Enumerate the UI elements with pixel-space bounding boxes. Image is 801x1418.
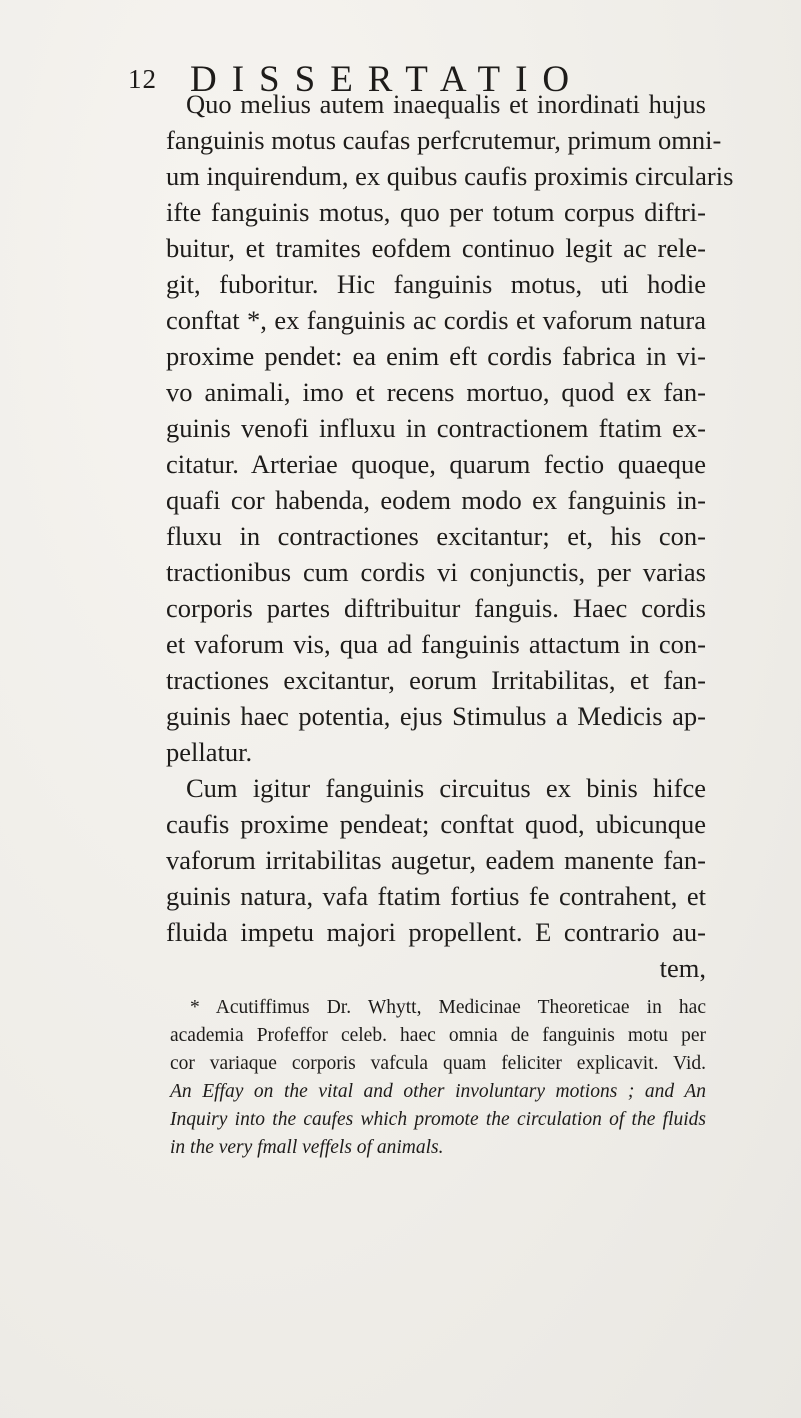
text-line: vo animali, imo et recens mortuo, quod ex fan-: [166, 377, 706, 407]
body-text: [166, 86, 734, 986]
running-title: DISSERTATIO: [190, 59, 585, 100]
text-line: vaforum irritabilitas augetur, eadem manente fan-: [166, 845, 706, 875]
text-line: Cum igitur fanguinis circuitus ex binis hifce: [186, 773, 706, 803]
catchword: tem,: [659, 953, 706, 983]
footnote-line: Inquiry into the caufes which promote the circulation of the fluids: [170, 1109, 706, 1130]
text-line: fanguinis motus caufas perfcrutemur, primum omni-: [166, 125, 722, 155]
footnote: [170, 994, 706, 1162]
text-line: Quo melius autem inaequalis et inordinati hujus: [186, 89, 706, 119]
text-line: et vaforum vis, qua ad fanguinis attactum in con-: [166, 629, 706, 659]
text-line: um inquirendum, ex quibus caufis proximis circularis: [166, 161, 734, 191]
text-line: fluida impetu majori propellent. E contrario au-: [166, 917, 706, 947]
text-line: tractiones excitantur, eorum Irritabilitas, et fan-: [166, 665, 706, 695]
text-line: buitur, et tramites eofdem continuo legit ac rele-: [166, 233, 706, 263]
text-line: proxime pendet: ea enim eft cordis fabrica in vi-: [166, 341, 706, 371]
text-line: quafi cor habenda, eodem modo ex fanguinis in-: [166, 485, 706, 515]
text-line: guinis haec potentia, ejus Stimulus a Medicis ap-: [166, 701, 706, 731]
footnote-line: An Effay on the vital and other involuntary motions ; and An: [170, 1081, 706, 1102]
text-line: corporis partes diftribuitur fanguis. Haec cordis: [166, 593, 706, 623]
text-line: conftat *, ex fanguinis ac cordis et vaforum natura: [166, 305, 706, 335]
text-line: guinis natura, vafa ftatim fortius fe contrahent, et: [166, 881, 706, 911]
text-line: git, fuboritur. Hic fanguinis motus, uti hodie: [166, 269, 706, 299]
footnote-line: in the very fmall veffels of animals.: [170, 1137, 444, 1158]
text-line: citatur. Arteriae quoque, quarum fectio quaeque: [166, 449, 706, 479]
footnote-line: academia Profeffor celeb. haec omnia de fanguinis motu per: [170, 1025, 706, 1046]
text-line: pellatur.: [166, 737, 253, 767]
text-line: ifte fanguinis motus, quo per totum corpus diftri-: [166, 197, 706, 227]
page-number: 12: [128, 64, 157, 94]
text-line: guinis venofi influxu in contractionem ftatim ex-: [166, 413, 706, 443]
text-line: caufis proxime pendeat; conftat quod, ubicunque: [166, 809, 706, 839]
footnote-line: * Acutiffimus Dr. Whytt, Medicinae Theoreticae in hac: [190, 997, 706, 1018]
text-line: fluxu in contractiones excitantur; et, his con-: [166, 521, 706, 551]
footnote-line: cor variaque corporis vafcula quam feliciter explicavit. Vid.: [170, 1053, 706, 1074]
text-line: tractionibus cum cordis vi conjunctis, per varias: [166, 557, 706, 587]
